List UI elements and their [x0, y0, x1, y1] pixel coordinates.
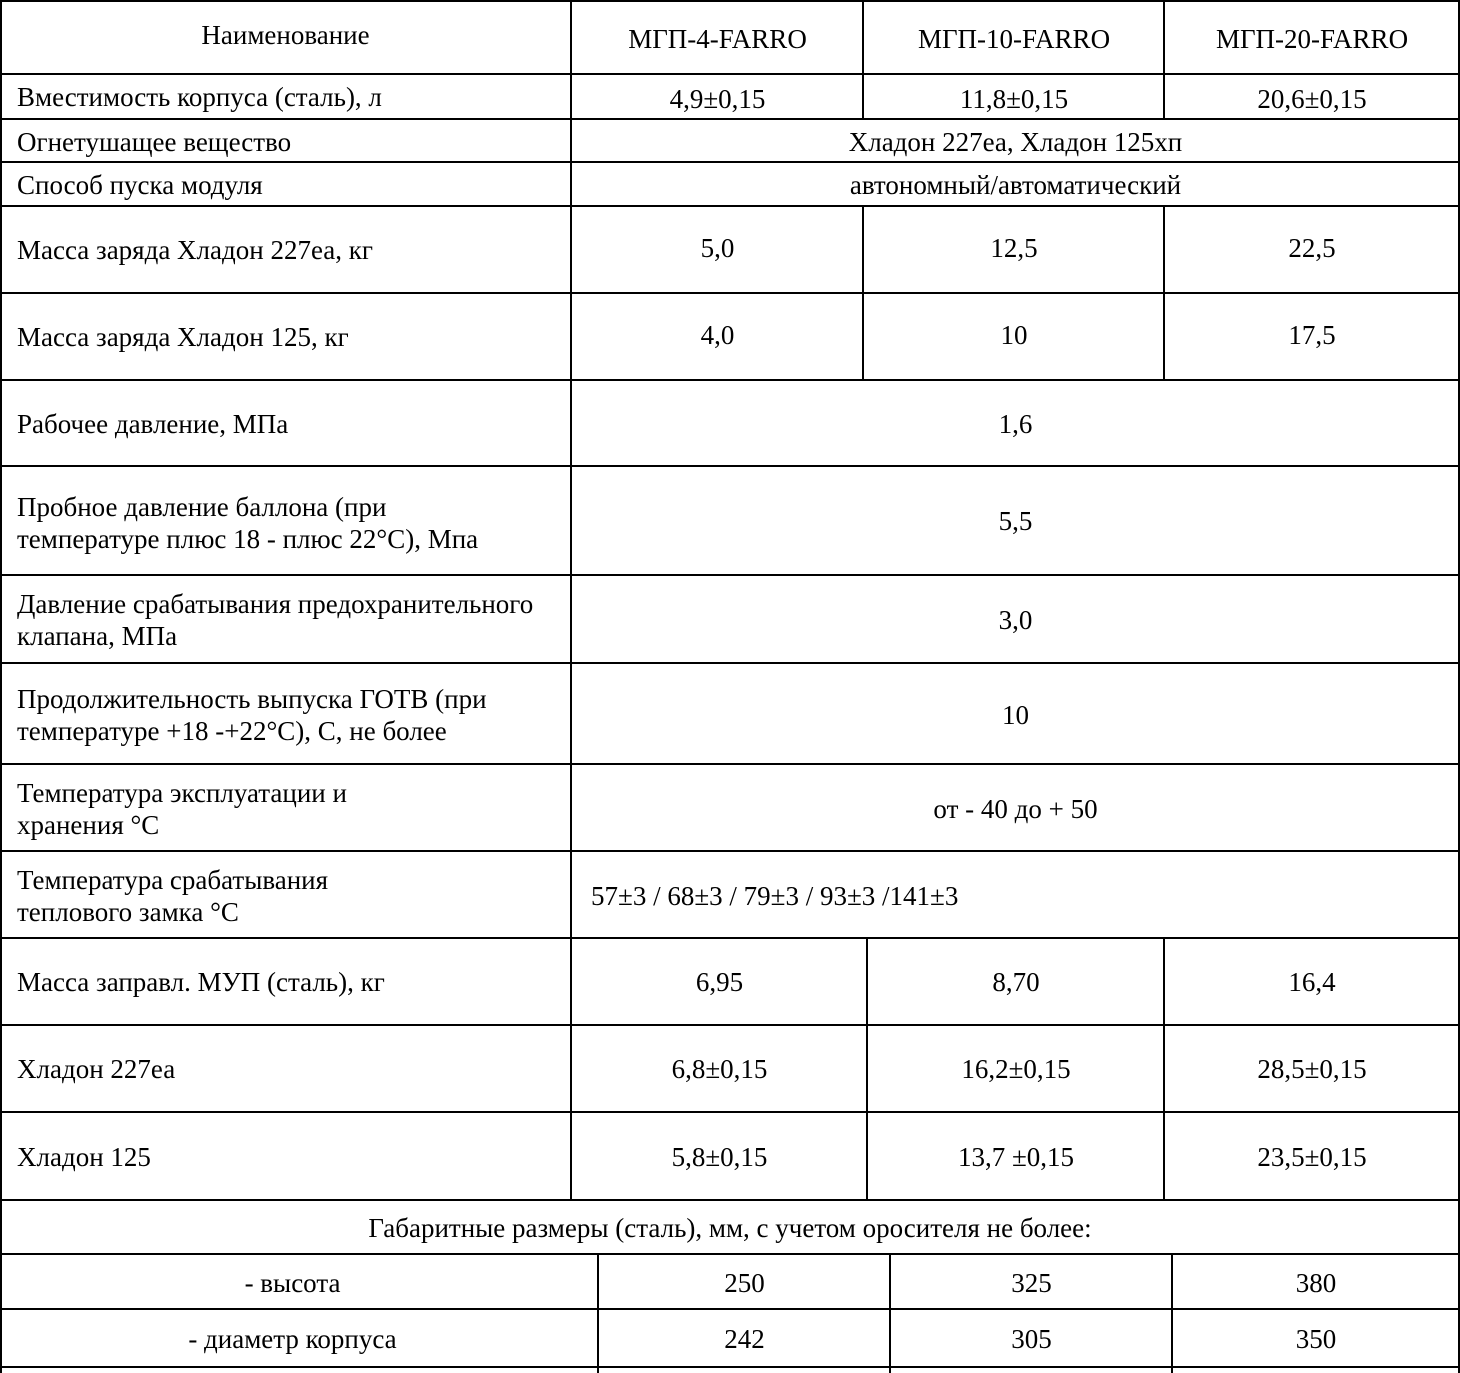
row-label-diameter: - диаметр корпуса: [188, 1324, 397, 1354]
row-label-height: - высота: [244, 1268, 341, 1298]
row-label-start-method: Способ пуска модуля: [17, 170, 263, 200]
row-label-working-pressure: Рабочее давление, МПа: [17, 409, 289, 439]
table-cell: 12,5: [990, 233, 1038, 263]
table-cell-span: Хладон 227еа, Хладон 125хп: [848, 126, 1183, 157]
table-cell: 325: [1011, 1268, 1052, 1298]
table-cell: 23,5±0,15: [1257, 1141, 1367, 1172]
table-cell: 28,5±0,15: [1257, 1054, 1367, 1084]
table-cell: 16,4: [1288, 967, 1336, 997]
table-cell: 16,2±0,15: [961, 1054, 1071, 1084]
table-cell: 20,6±0,15: [1257, 84, 1367, 114]
table-cell: 22,5: [1288, 233, 1336, 263]
table-cell: 6,95: [695, 967, 744, 997]
row-label-charge-125: Масса заряда Хладон 125, кг: [17, 322, 349, 352]
header-model-10: МГП-10-FARRO: [917, 24, 1111, 54]
row-label-charge-227: Масса заряда Хладон 227еа, кг: [17, 235, 373, 265]
header-model-4: МГП-4-FARRO: [628, 24, 807, 54]
table-cell: 17,5: [1288, 320, 1336, 350]
table-cell: 305: [1011, 1324, 1052, 1354]
table-cell-span: 57±3 / 68±3 / 79±3 / 93±3 /141±3: [591, 880, 959, 911]
row-label-operating-temp: Температура эксплуатации и хранения °С: [17, 777, 347, 840]
table-cell: 4,9±0,15: [669, 84, 766, 114]
row-label-freon-227: Хладон 227еа: [17, 1054, 176, 1084]
dimensions-heading: Габаритные размеры (сталь), мм, с учетом оросителя не более:: [368, 1213, 1092, 1243]
table-cell-span: 5,5: [998, 506, 1033, 536]
table-cell: 6,8±0,15: [671, 1054, 768, 1084]
header-model-20: МГП-20-FARRO: [1215, 24, 1409, 54]
row-label-test-pressure: Пробное давление баллона (при температуре плюс 18 - плюс 22°С), Мпа: [17, 492, 479, 554]
table-cell: 242: [724, 1324, 765, 1354]
table-cell: 11,8±0,15: [959, 84, 1069, 114]
row-label-agent: Огнетушащее вещество: [17, 126, 292, 157]
table-cell-span: 1,6: [998, 409, 1033, 439]
table-cell: 10: [1000, 320, 1028, 350]
table-cell: 350: [1295, 1324, 1337, 1354]
table-cell: 380: [1295, 1268, 1337, 1298]
table-cell: 5,0: [700, 233, 735, 263]
row-label-thermal-lock: Температура срабатывания теплового замка °С: [17, 864, 329, 927]
table-cell-span: 10: [1002, 699, 1029, 730]
row-label-relief-valve: Давление срабатывания предохранительного клапана, МПа: [17, 589, 534, 651]
row-label-discharge-time: Продолжительность выпуска ГОТВ (при температуре +18 -+22°С), С, не более: [17, 683, 487, 746]
row-label-capacity: Вместимость корпуса (сталь), л: [17, 82, 382, 112]
row-label-freon-125: Хладон 125: [17, 1141, 151, 1172]
table-cell-span: от - 40 до + 50: [933, 793, 1098, 824]
table-cell: 5,8±0,15: [671, 1141, 768, 1172]
table-cell: 8,70: [992, 967, 1040, 997]
row-label-filled-mass: Масса заправл. МУП (сталь), кг: [17, 967, 385, 997]
header-name: Наименование: [201, 20, 370, 50]
table-cell: 4,0: [700, 320, 735, 350]
table-cell: 250: [724, 1268, 765, 1298]
table-cell: 13,7 ±0,15: [957, 1141, 1075, 1172]
table-cell-span: 3,0: [998, 605, 1033, 635]
table-cell-span: автономный/автоматический: [849, 170, 1182, 200]
